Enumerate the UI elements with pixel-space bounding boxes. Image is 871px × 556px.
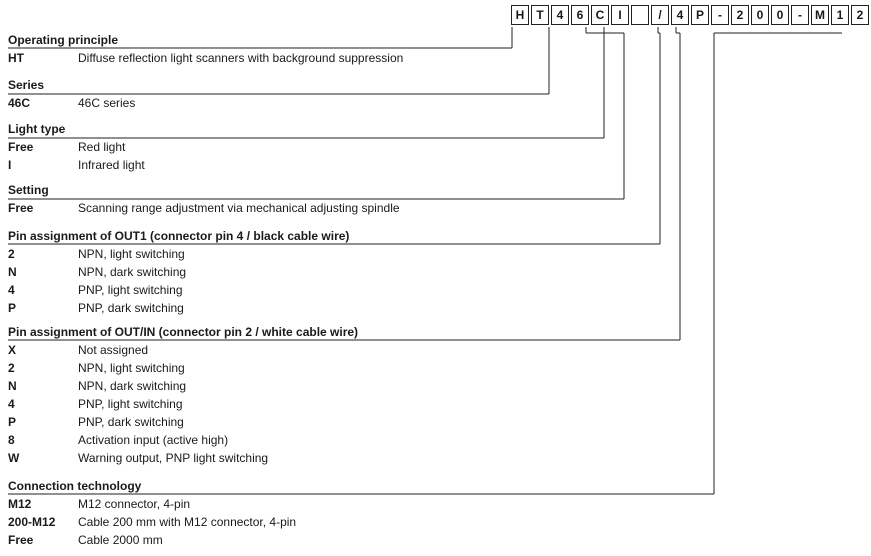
option-code: 4 [8, 283, 15, 297]
option-code: M12 [8, 497, 32, 511]
section-title: Operating principle [8, 33, 119, 47]
code-box: - [711, 5, 729, 25]
section-title: Connection technology [8, 479, 142, 493]
section-title: Light type [8, 122, 66, 136]
option-description: PNP, light switching [78, 397, 183, 411]
option-code: X [8, 343, 17, 357]
code-box: H [511, 5, 529, 25]
code-box: 2 [731, 5, 749, 25]
option-code: 46C [8, 96, 31, 110]
option-code: 200-M12 [8, 515, 56, 529]
section [8, 478, 297, 549]
option-row [8, 513, 297, 531]
option-code: 4 [8, 397, 15, 411]
option-description: Red light [78, 140, 126, 154]
option-description: PNP, dark switching [78, 415, 184, 429]
code-box: 1 [831, 5, 849, 25]
option-code: 2 [8, 361, 15, 375]
option-description: Activation input (active high) [78, 433, 229, 447]
code-box: 6 [571, 5, 589, 25]
option-row [8, 395, 358, 413]
option-description: PNP, dark switching [78, 301, 184, 315]
option-code: P [8, 415, 17, 429]
option-description: Scanning range adjustment via mechanical adjusting spindle [78, 201, 400, 215]
option-description: 46C series [78, 96, 136, 110]
option-row [8, 359, 358, 377]
option-code: I [8, 158, 12, 172]
section-title: Pin assignment of OUT1 (connector pin 4 / black cable wire) [8, 229, 350, 243]
option-code: N [8, 379, 17, 393]
section [8, 77, 136, 112]
option-description: NPN, dark switching [78, 265, 187, 279]
option-description: NPN, light switching [78, 247, 185, 261]
option-description: Infrared light [78, 158, 145, 172]
option-description: Cable 2000 mm [78, 533, 163, 547]
option-row [8, 531, 163, 549]
option-code: P [8, 301, 17, 315]
section [8, 324, 358, 467]
code-box: M [811, 5, 829, 25]
option-row [8, 299, 349, 317]
option-description: Warning output, PNP light switching [78, 451, 269, 465]
code-box: 0 [771, 5, 789, 25]
option-row [8, 49, 404, 67]
option-description: Not assigned [78, 343, 149, 357]
option-row [8, 199, 400, 217]
option-description: Diffuse reflection light scanners with background suppression [78, 51, 404, 65]
section-title: Series [8, 78, 45, 92]
option-row [8, 495, 191, 513]
option-row [8, 449, 358, 467]
option-code: 8 [8, 433, 15, 447]
option-description: PNP, light switching [78, 283, 183, 297]
option-description: NPN, dark switching [78, 379, 187, 393]
option-row [8, 281, 349, 299]
option-code: HT [8, 51, 24, 65]
option-row [8, 263, 349, 281]
option-code: Free [8, 140, 34, 154]
code-box: P [691, 5, 709, 25]
code-box: 4 [671, 5, 689, 25]
option-code: Free [8, 533, 34, 547]
code-box: - [791, 5, 809, 25]
option-description: M12 connector, 4-pin [78, 497, 191, 511]
option-row [8, 156, 145, 174]
option-code: Free [8, 201, 34, 215]
option-row [8, 94, 136, 112]
section-title: Pin assignment of OUT/IN (connector pin 2 / white cable wire) [8, 325, 359, 339]
code-box: 0 [751, 5, 769, 25]
option-description: Cable 200 mm with M12 connector, 4-pin [78, 515, 297, 529]
option-description: NPN, light switching [78, 361, 185, 375]
section [8, 121, 145, 174]
option-code: 2 [8, 247, 15, 261]
code-box: / [651, 5, 669, 25]
code-box: C [591, 5, 609, 25]
code-box: 4 [551, 5, 569, 25]
option-row [8, 341, 358, 359]
section-title: Setting [8, 183, 49, 197]
section [8, 228, 349, 317]
code-box: T [531, 5, 549, 25]
option-row [8, 377, 358, 395]
option-code: W [8, 451, 20, 465]
option-row [8, 413, 358, 431]
option-row [8, 431, 358, 449]
code-box: I [611, 5, 629, 25]
code-box: 2 [851, 5, 869, 25]
option-row [8, 138, 126, 156]
option-code: N [8, 265, 17, 279]
section [8, 32, 404, 67]
option-row [8, 245, 349, 263]
section [8, 182, 400, 217]
